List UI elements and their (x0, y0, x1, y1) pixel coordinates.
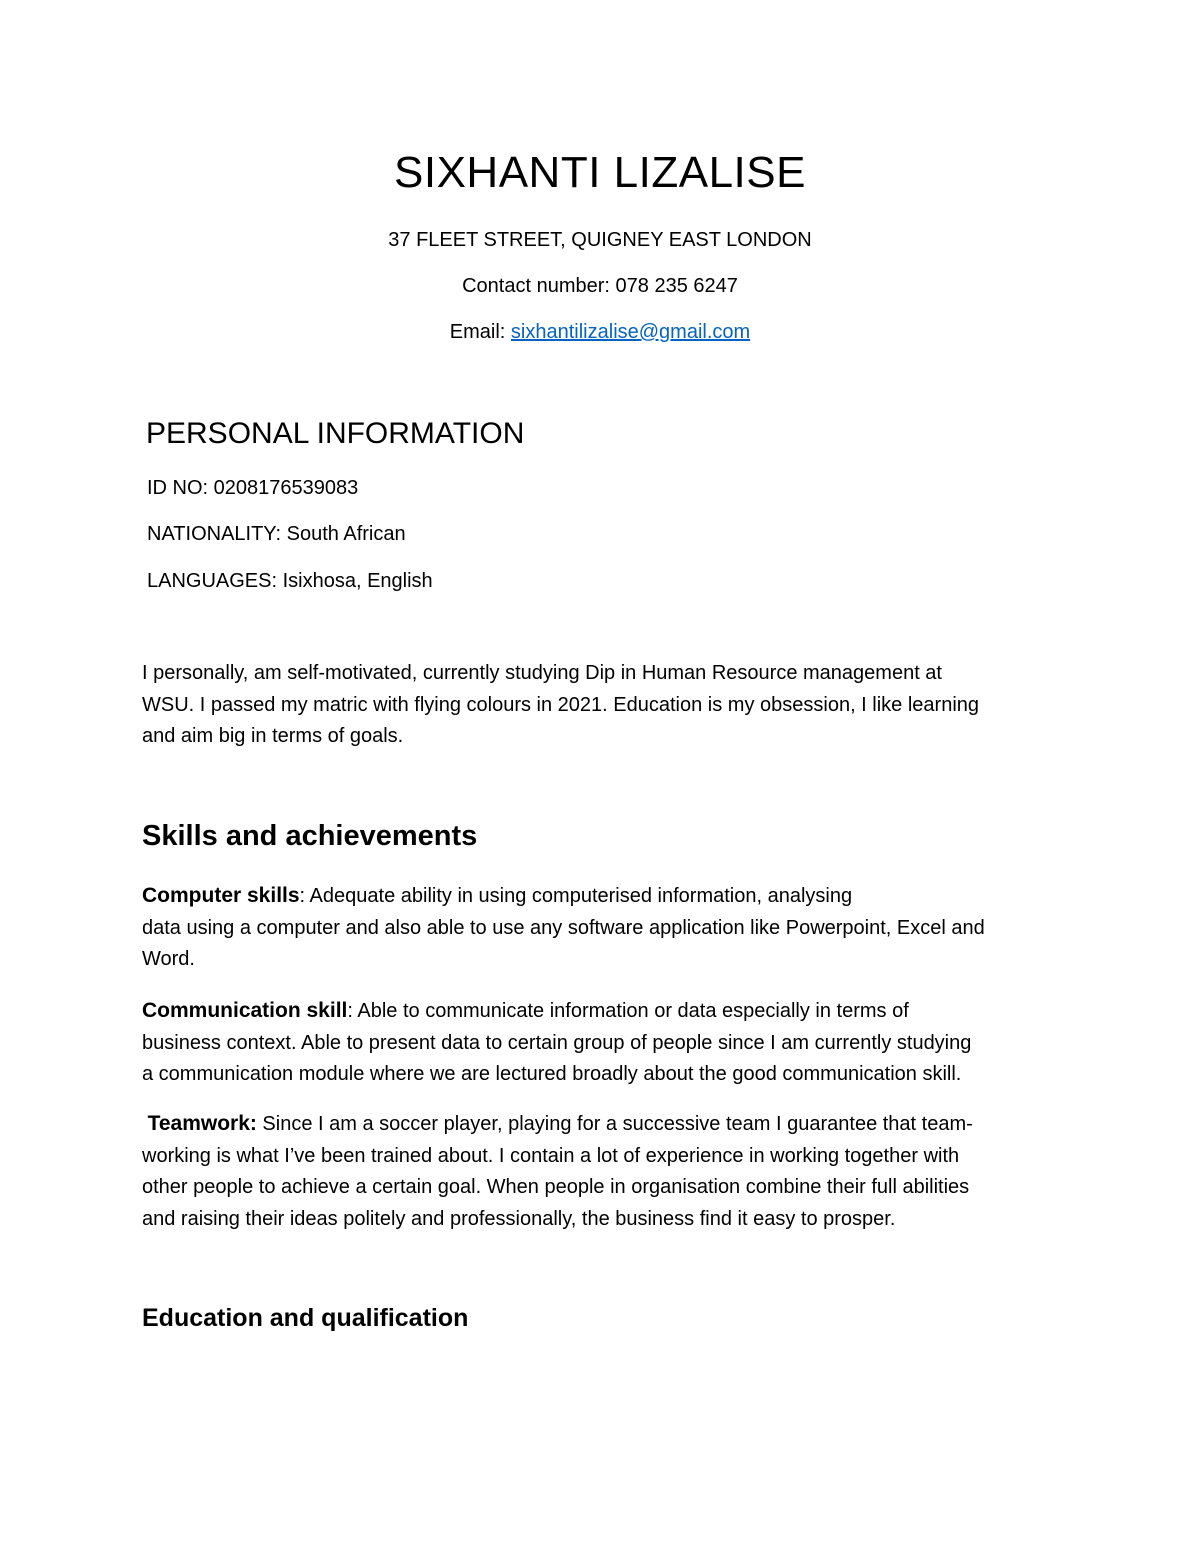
teamwork-text: working is what I’ve been trained about. I contain a lot of experience in working together with (142, 1144, 960, 1167)
communication-skill-label: Communication skill (142, 999, 348, 1022)
teamwork-text: other people to achieve a certain goal. When people in organisation combine their full abilities (142, 1176, 970, 1198)
teamwork-text: Since I am a soccer player, playing for a successive team I guarantee that team- (256, 1113, 973, 1135)
applicant-name: SIXHANTI LIZALISE (394, 148, 806, 197)
communication-skill-paragraph (142, 995, 1062, 1091)
languages: LANGUAGES: Isixhosa, English (147, 570, 433, 592)
nationality: NATIONALITY: South African (147, 523, 406, 545)
email-label: Email: (449, 321, 506, 343)
education-heading: Education and qualification (142, 1304, 469, 1332)
personal-info-heading: PERSONAL INFORMATION (146, 417, 525, 450)
id-number: ID NO: 0208176539083 (147, 477, 359, 499)
communication-skill-text: business context. Able to present data to certain group of people since I am currently studying (142, 1031, 972, 1054)
teamwork-paragraph (142, 1108, 1062, 1235)
personal-summary (142, 658, 1062, 753)
summary-line: and aim big in terms of goals. (142, 725, 404, 747)
summary-line: WSU. I passed my matric with flying colours in 2021. Education is my obsession, I like learning (142, 693, 980, 716)
computer-skills-label: Computer skills (142, 884, 300, 907)
contact-number-line: Contact number: 078 235 6247 (462, 275, 738, 297)
email-line (0, 320, 1200, 344)
computer-skills-text: Word. (142, 948, 195, 970)
teamwork-text: and raising their ideas politely and professionally, the business find it easy to prosper. (142, 1207, 896, 1230)
computer-skills-text: : Adequate ability in using computerised information, analysing (299, 885, 853, 907)
teamwork-label: Teamwork: (147, 1112, 257, 1135)
summary-line: I personally, am self-motivated, currently studying Dip in Human Resource management at (142, 662, 942, 684)
computer-skills-paragraph (142, 880, 1062, 976)
computer-skills-text: data using a computer and also able to use any software application like Powerpoint, Excel and (142, 916, 985, 939)
communication-skill-text: : Able to communicate information or data especially in terms of (347, 1000, 909, 1022)
address-line: 37 FLEET STREET, QUIGNEY EAST LONDON (388, 229, 812, 251)
communication-skill-text: a communication module where we are lectured broadly about the good communication skill. (142, 1063, 962, 1085)
skills-heading: Skills and achievements (142, 820, 478, 852)
email-link[interactable]: sixhantilizalise@gmail.com (510, 321, 751, 343)
